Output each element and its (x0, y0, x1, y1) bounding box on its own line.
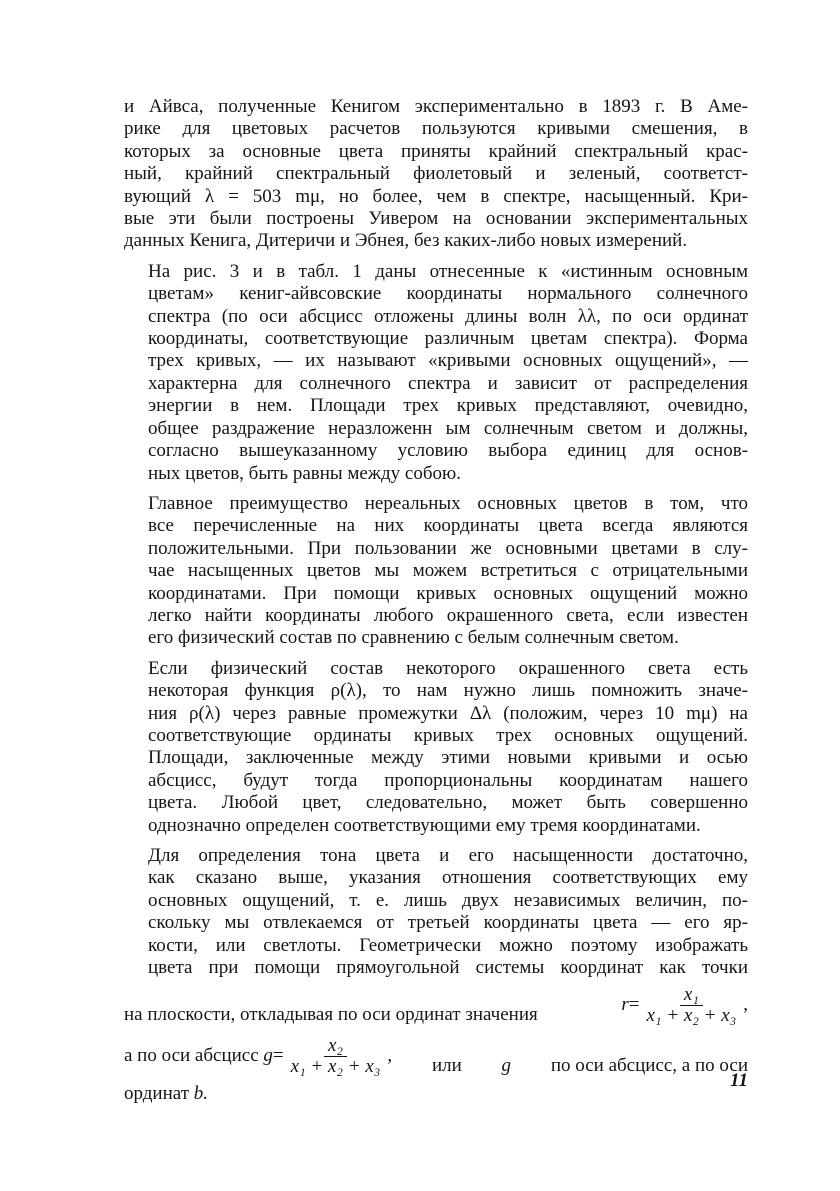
formula-r-line (124, 985, 748, 1026)
text-line: абсцисс, будут тогда пропорциональны координатам нашего (148, 769, 748, 791)
text-line: вующий λ = 503 mμ, но более, чем в спектре, насыщенный. Кри- (124, 185, 748, 207)
text-line: рике для цветовых расчетов пользуются кривыми смешения, в (124, 118, 748, 140)
text-line: характерна для солнечного спектра и зависит от распределения (148, 372, 748, 394)
last-line-variable: b. (193, 1083, 208, 1105)
text-line: Если физический состав некоторого окрашенного света есть (148, 657, 748, 679)
formula-g-prefix: а по оси абсцисс (124, 1045, 259, 1067)
text-line: положительными. При пользовании же основными цветами в слу- (148, 537, 748, 559)
paragraph-2 (124, 261, 748, 485)
formula-r-variable: r (621, 994, 629, 1016)
text-line: Площади, заключенные между этими новыми кривыми и осью (148, 747, 748, 769)
formula-g-suffix-2: по оси абсцисс, а по оси (550, 1055, 748, 1077)
text-line: некоторая функция ρ(λ), то нам нужно лишь помножить значе- (148, 680, 748, 702)
text-line: и Айвса, полученные Кенигом экспериментально в 1893 г. В Аме- (124, 96, 748, 117)
text-line: координатами. При помощи кривых основных ощущений можно (148, 582, 748, 604)
text-line: кости, или светлоты. Геометрически можно поэтому изображать (148, 934, 748, 956)
text-line: общее раздражение неразложенн ым солнечным светом и должны, (148, 417, 748, 439)
text-line: данных Кенига, Дитеричи и Эбнея, без каких-либо новых измерений. (124, 230, 688, 252)
text-line: однозначно определен соответствующими ему тремя координатами. (148, 814, 701, 836)
text-line: цвета. Любой цвет, следовательно, может быть совершенно (148, 792, 748, 814)
fraction-numerator: x₁ (680, 985, 703, 1006)
text-line: Для определения тона цвета и его насыщенности достаточно, (148, 845, 748, 866)
text-line: его физический состав по сравнению с белым солнечным светом. (148, 627, 679, 649)
fraction-denominator: x₁ + x₂ + x₃ (290, 1056, 381, 1078)
text-line: соответствующие ординаты кривых трех основных ощущений. (148, 724, 748, 746)
text-line: как сказано выше, указания отношения соответствующих ему (148, 867, 748, 889)
paragraph-5 (124, 845, 748, 979)
page-number: 11 (730, 1070, 748, 1091)
text-line: вые эти были построены Уивером на основании экспериментальных (124, 208, 748, 230)
text-line: основных ощущений, т. е. лишь двух независимых величин, по- (148, 889, 748, 911)
text-line: трех кривых, — их называют «кривыми основных ощущений», — (148, 350, 748, 372)
text-line: согласно вышеуказанному условию выбора единиц для основ- (148, 440, 748, 462)
text-line: ных цветов, быть равны между собою. (148, 462, 461, 484)
text-line: легко найти координаты любого окрашенного света, если известен (148, 604, 748, 626)
fraction-denominator: x₁ + x₂ + x₃ (646, 1005, 737, 1027)
text-line: цвета при помощи прямоугольной системы координат как точки (148, 957, 748, 979)
text-column (124, 96, 748, 1106)
last-line-prefix: ординат (124, 1083, 189, 1105)
formula-r-prefix: на плоскости, откладывая по оси ординат значения (124, 1004, 538, 1026)
text-line: энергии в нем. Площади трех кривых представляют, очевидно, (148, 395, 748, 417)
fraction-r (642, 985, 740, 1026)
text-line: На рис. 3 и в табл. 1 даны отнесенные к «истинным основным (148, 260, 748, 282)
formula-g-variable: g (263, 1045, 273, 1067)
last-line (124, 1083, 748, 1105)
text-line: ный, крайний спектральный фиолетовый и зеленый, соответст- (124, 163, 748, 185)
text-line: ния ρ(λ) через равные промежутки Δλ (положим, через 10 mμ) на (148, 702, 748, 724)
fraction-numerator: x₂ (324, 1036, 347, 1057)
text-line: спектра (по оси абсцисс отложены длины волн λλ, по оси ординат (148, 305, 748, 327)
text-line: скольку мы отвлекаемся от третьей координаты цвета — его яр- (148, 912, 748, 934)
text-line: которых за основные цвета приняты крайний спектральный крас- (124, 140, 748, 162)
fraction-g (287, 1036, 385, 1077)
text-line: все перечисленные на них координаты цвета всегда являются (148, 515, 748, 537)
formula-r: r= $\frac{\text{x₁}}{\text{x₁ + x₂ + x₃}}$ , (621, 984, 748, 1027)
formula-g-suffix-variable: g (501, 1055, 512, 1077)
paragraph-4 (124, 658, 748, 837)
formula-g: а по оси абсцисс g= $\frac{\text{x₂}}{\text{x₁ + x₂ + x₃}}$ , (124, 1035, 393, 1078)
formula-g-line (124, 1036, 748, 1077)
text-line: чае насыщенных цветов мы можем встретиться с отрицательными (148, 560, 748, 582)
text-line: координаты, соответствующие различным цветам спектра). Форма (148, 328, 748, 350)
paragraph-1 (124, 96, 748, 253)
formula-g-suffix-1: или (431, 1055, 462, 1077)
text-line: Главное преимущество нереальных основных цветов в том, что (148, 492, 748, 514)
text-line: цветам» кениг-айвсовские координаты нормального солнечного (148, 283, 748, 305)
paragraph-3 (124, 493, 748, 650)
